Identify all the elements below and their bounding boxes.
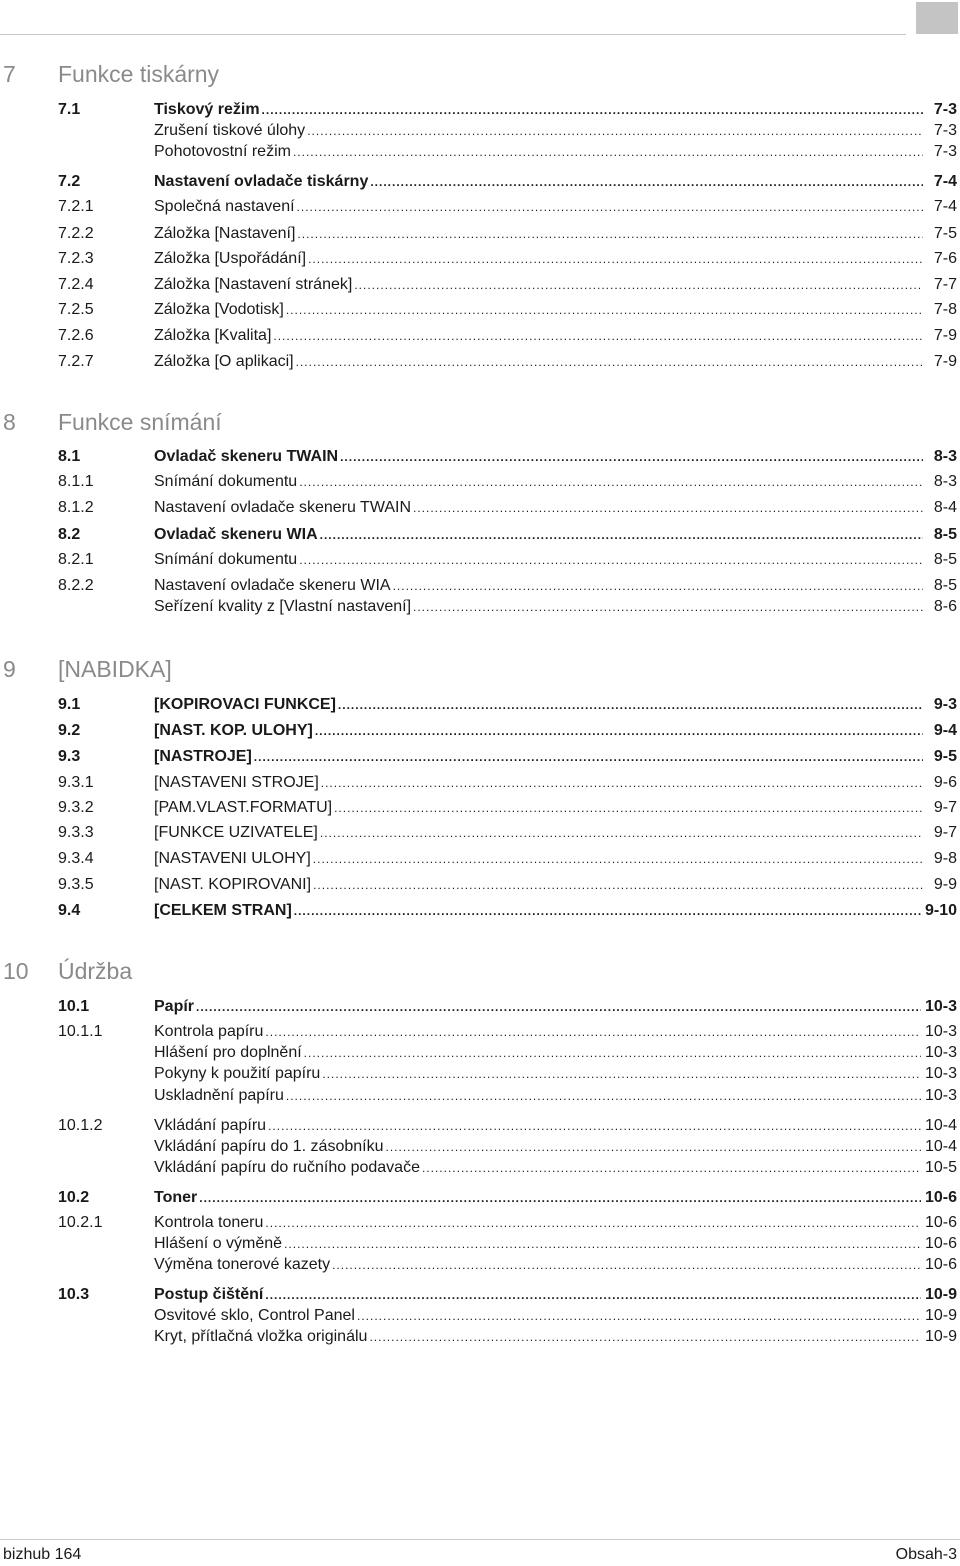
dot-leader — [422, 1157, 921, 1179]
entry-title: Toner — [154, 1189, 198, 1206]
entry-page-number: 9-5 — [933, 748, 957, 765]
entry-title: [FUNKCE UZIVATELE] — [154, 824, 318, 841]
dot-leader — [320, 524, 923, 546]
entry-number: 8.2.1 — [58, 551, 94, 568]
dot-leader — [299, 471, 923, 493]
toc-entry[interactable] — [58, 1063, 957, 1085]
entry-title: Nastavení ovladače tiskárny — [154, 173, 369, 190]
entry-page-number: 7-9 — [933, 327, 957, 344]
entry-page-number: 7-4 — [933, 198, 957, 215]
toc-entry[interactable] — [58, 1115, 957, 1137]
entry-page-number: 10-4 — [924, 1138, 957, 1155]
dot-leader — [308, 248, 923, 270]
dot-leader — [386, 1136, 921, 1158]
toc-entry[interactable] — [58, 1326, 957, 1348]
chapter-heading — [0, 954, 960, 988]
entry-page-number: 8-5 — [933, 551, 957, 568]
toc-section-entry[interactable] — [58, 1284, 957, 1306]
entry-number: 7.2.5 — [58, 301, 94, 318]
entry-title: Záložka [Kvalita] — [154, 327, 272, 344]
entry-title: Kontrola papíru — [154, 1023, 264, 1040]
entry-title: [NAST. KOPIROVANI] — [154, 876, 312, 893]
toc-section-entry[interactable] — [58, 720, 957, 742]
entry-title: Seřízení kvality z [Vlastní nastavení] — [154, 598, 412, 615]
entry-title: Snímání dokumentu — [154, 551, 298, 568]
entry-page-number: 8-4 — [933, 499, 957, 516]
footer-product-name: bizhub 164 — [3, 1546, 82, 1563]
chapter-title: Údržba — [58, 957, 133, 984]
entry-page-number: 7-8 — [933, 301, 957, 318]
chapter-title: [NABIDKA] — [58, 655, 172, 682]
dot-leader — [284, 1233, 921, 1255]
entry-number: 10.1.1 — [58, 1023, 103, 1040]
chapter-number: 9 — [3, 655, 16, 682]
entry-number: 7.2.2 — [58, 225, 94, 242]
dot-leader — [320, 822, 923, 844]
entry-title: Ovladač skeneru TWAIN — [154, 448, 339, 465]
corner-tab-marker — [916, 2, 958, 34]
entry-page-number: 9-10 — [924, 902, 957, 919]
toc-entry[interactable] — [58, 1157, 957, 1179]
dot-leader — [321, 772, 923, 794]
entry-page-number: 8-5 — [933, 577, 957, 594]
entry-page-number: 10-3 — [924, 1065, 957, 1082]
dot-leader — [268, 1115, 921, 1137]
entry-title: Záložka [Vodotisk] — [154, 301, 284, 318]
toc-entry[interactable] — [58, 1085, 957, 1107]
toc-section-entry[interactable] — [58, 524, 957, 546]
dot-leader — [199, 1187, 921, 1209]
entry-page-number: 7-5 — [933, 225, 957, 242]
entry-page-number: 10-6 — [924, 1189, 957, 1206]
dot-leader — [297, 196, 923, 218]
toc-entry[interactable] — [58, 497, 957, 519]
entry-title: Pohotovostní režim — [154, 143, 291, 160]
toc-entry[interactable] — [58, 141, 957, 163]
toc-entry[interactable] — [58, 822, 957, 844]
entry-page-number: 9-7 — [933, 824, 957, 841]
entry-number: 10.2.1 — [58, 1214, 103, 1231]
entry-title: Zrušení tiskové úlohy — [154, 122, 306, 139]
chapter-heading — [0, 652, 960, 686]
entry-number: 7.2.7 — [58, 353, 94, 370]
toc-entry[interactable] — [58, 1042, 957, 1064]
dot-leader — [369, 1326, 921, 1348]
entry-page-number: 10-4 — [924, 1117, 957, 1134]
entry-number: 9.3 — [58, 748, 81, 765]
entry-page-number: 7-9 — [933, 353, 957, 370]
entry-title: [NASTROJE] — [154, 748, 252, 765]
entry-title: Hlášení pro doplnění — [154, 1044, 302, 1061]
dot-leader — [304, 1042, 921, 1064]
entry-number: 9.3.3 — [58, 824, 94, 841]
toc-section-entry[interactable] — [58, 900, 957, 922]
toc-entry[interactable] — [58, 1305, 957, 1327]
dot-leader — [413, 596, 923, 618]
toc-entry[interactable] — [58, 325, 957, 347]
entry-page-number: 7-3 — [933, 101, 957, 118]
header-rule — [0, 34, 906, 35]
entry-number: 10.3 — [58, 1286, 90, 1303]
toc-entry[interactable] — [58, 575, 957, 597]
entry-number: 8.2.2 — [58, 577, 94, 594]
dot-leader — [262, 99, 923, 121]
entry-page-number: 10-5 — [924, 1159, 957, 1176]
chapter-number: 10 — [3, 957, 29, 984]
entry-title: Kryt, přítlačná vložka originálu — [154, 1328, 368, 1345]
dot-leader — [315, 720, 923, 742]
entry-title: [KOPIROVACI FUNKCE] — [154, 696, 336, 713]
entry-title: Postup čištění — [154, 1286, 264, 1303]
entry-title: Vkládání papíru — [154, 1117, 267, 1134]
entry-page-number: 10-9 — [924, 1307, 957, 1324]
dot-leader — [313, 874, 923, 896]
toc-entry[interactable] — [58, 196, 957, 218]
dot-leader — [354, 274, 923, 296]
toc-section-entry[interactable] — [58, 694, 957, 716]
entry-page-number: 8-3 — [933, 473, 957, 490]
dot-leader — [413, 497, 923, 519]
entry-page-number: 8-3 — [933, 448, 957, 465]
entry-number: 9.3.4 — [58, 850, 94, 867]
toc-section-entry[interactable] — [58, 99, 957, 121]
entry-title: Nastavení ovladače skeneru WIA — [154, 577, 391, 594]
entry-page-number: 10-6 — [924, 1235, 957, 1252]
entry-number: 7.1 — [58, 101, 81, 118]
dot-leader — [334, 797, 923, 819]
entry-page-number: 10-6 — [924, 1214, 957, 1231]
toc-entry[interactable] — [58, 874, 957, 896]
entry-page-number: 9-8 — [933, 850, 957, 867]
toc-entry[interactable] — [58, 1212, 957, 1234]
entry-page-number: 9-4 — [933, 722, 957, 739]
dot-leader — [332, 1254, 921, 1276]
toc-entry[interactable] — [58, 1021, 957, 1043]
entry-title: [NASTAVENI ULOHY] — [154, 850, 311, 867]
footer-page-number: Obsah-3 — [895, 1546, 957, 1563]
dot-leader — [338, 694, 923, 716]
chapter-number: 7 — [3, 60, 16, 87]
entry-number: 7.2.1 — [58, 198, 94, 215]
dot-leader — [340, 446, 923, 468]
entry-page-number: 9-6 — [933, 774, 957, 791]
entry-number: 10.2 — [58, 1189, 90, 1206]
toc-section-entry[interactable] — [58, 446, 957, 468]
toc-entry[interactable] — [58, 772, 957, 794]
entry-title: Tiskový režim — [154, 101, 260, 118]
entry-page-number: 10-3 — [924, 1023, 957, 1040]
dot-leader — [393, 575, 923, 597]
entry-page-number: 7-3 — [933, 122, 957, 139]
dot-leader — [265, 1284, 921, 1306]
entry-page-number: 7-6 — [933, 250, 957, 267]
dot-leader — [286, 299, 923, 321]
toc-entry[interactable] — [58, 120, 957, 142]
entry-page-number: 10-9 — [924, 1286, 957, 1303]
entry-number: 9.3.1 — [58, 774, 94, 791]
entry-number: 9.2 — [58, 722, 81, 739]
entry-number: 9.1 — [58, 696, 81, 713]
toc-entry[interactable] — [58, 299, 957, 321]
entry-number: 7.2.4 — [58, 276, 94, 293]
dot-leader — [307, 120, 923, 142]
entry-number: 8.1.2 — [58, 499, 94, 516]
entry-page-number: 7-7 — [933, 276, 957, 293]
entry-title: [NASTAVENI STROJE] — [154, 774, 319, 791]
entry-title: Výměna tonerové kazety — [154, 1256, 331, 1273]
entry-title: [CELKEM STRAN] — [154, 902, 292, 919]
entry-page-number: 10-6 — [924, 1256, 957, 1273]
dot-leader — [196, 996, 921, 1018]
dot-leader — [293, 141, 923, 163]
toc-entry[interactable] — [58, 549, 957, 571]
dot-leader — [265, 1212, 921, 1234]
entry-number: 9.3.5 — [58, 876, 94, 893]
toc-entry[interactable] — [58, 1233, 957, 1255]
entry-title: Uskladnění papíru — [154, 1087, 284, 1104]
entry-number: 8.2 — [58, 526, 81, 543]
dot-leader — [299, 549, 923, 571]
entry-title: Záložka [O aplikaci] — [154, 353, 294, 370]
entry-title: Ovladač skeneru WIA — [154, 526, 318, 543]
dot-leader — [254, 746, 923, 768]
chapter-heading — [0, 57, 960, 91]
dot-leader — [297, 223, 923, 245]
toc-entry[interactable] — [58, 274, 957, 296]
dot-leader — [296, 351, 923, 373]
entry-page-number: 10-3 — [924, 1087, 957, 1104]
entry-page-number: 8-6 — [933, 598, 957, 615]
toc-entry[interactable] — [58, 471, 957, 493]
entry-page-number: 9-9 — [933, 876, 957, 893]
toc-section-entry[interactable] — [58, 1187, 957, 1209]
entry-title: Papír — [154, 998, 195, 1015]
entry-title: Pokyny k použití papíru — [154, 1065, 321, 1082]
entry-title: Kontrola toneru — [154, 1214, 264, 1231]
dot-leader — [370, 171, 923, 193]
entry-number: 7.2 — [58, 173, 81, 190]
entry-title: Snímání dokumentu — [154, 473, 298, 490]
toc-entry[interactable] — [58, 248, 957, 270]
entry-page-number: 10-3 — [924, 1044, 957, 1061]
toc-entry[interactable] — [58, 223, 957, 245]
toc-entry[interactable] — [58, 351, 957, 373]
entry-number: 9.3.2 — [58, 799, 94, 816]
entry-page-number: 7-3 — [933, 143, 957, 160]
dot-leader — [357, 1305, 921, 1327]
chapter-heading — [0, 405, 960, 439]
dot-leader — [294, 900, 921, 922]
dot-leader — [322, 1063, 921, 1085]
entry-number: 8.1 — [58, 448, 81, 465]
entry-number: 8.1.1 — [58, 473, 94, 490]
entry-title: [NAST. KOP. ULOHY] — [154, 722, 313, 739]
toc-entry[interactable] — [58, 1254, 957, 1276]
toc-entry[interactable] — [58, 848, 957, 870]
entry-title: Záložka [Uspořádání] — [154, 250, 307, 267]
entry-page-number: 10-3 — [924, 998, 957, 1015]
entry-page-number: 10-9 — [924, 1328, 957, 1345]
chapter-number: 8 — [3, 408, 16, 435]
entry-title: Vkládání papíru do ručního podavače — [154, 1159, 420, 1176]
entry-number: 10.1.2 — [58, 1117, 103, 1134]
entry-title: Společná nastavení — [154, 198, 295, 215]
entry-page-number: 9-3 — [933, 696, 957, 713]
entry-number: 10.1 — [58, 998, 90, 1015]
chapter-title: Funkce snímání — [58, 408, 222, 435]
entry-number: 7.2.3 — [58, 250, 94, 267]
entry-number: 9.4 — [58, 902, 81, 919]
toc-entry[interactable] — [58, 797, 957, 819]
toc-section-entry[interactable] — [58, 746, 957, 768]
toc-section-entry[interactable] — [58, 996, 957, 1018]
toc-entry[interactable] — [58, 1136, 957, 1158]
entry-page-number: 8-5 — [933, 526, 957, 543]
dot-leader — [313, 848, 923, 870]
entry-title: Vkládání papíru do 1. zásobníku — [154, 1138, 384, 1155]
entry-title: [PAM.VLAST.FORMATU] — [154, 799, 333, 816]
entry-page-number: 9-7 — [933, 799, 957, 816]
dot-leader — [286, 1085, 921, 1107]
entry-title: Záložka [Nastavení] — [154, 225, 296, 242]
entry-title: Hlášení o výměně — [154, 1235, 283, 1252]
toc-section-entry[interactable] — [58, 171, 957, 193]
dot-leader — [265, 1021, 921, 1043]
entry-page-number: 7-4 — [933, 173, 957, 190]
entry-title: Osvitové sklo, Control Panel — [154, 1307, 355, 1324]
toc-entry[interactable] — [58, 596, 957, 618]
entry-title: Záložka [Nastavení stránek] — [154, 276, 353, 293]
dot-leader — [273, 325, 923, 347]
chapter-title: Funkce tiskárny — [58, 60, 220, 87]
entry-number: 7.2.6 — [58, 327, 94, 344]
footer-rule — [0, 1539, 960, 1540]
entry-title: Nastavení ovladače skeneru TWAIN — [154, 499, 412, 516]
